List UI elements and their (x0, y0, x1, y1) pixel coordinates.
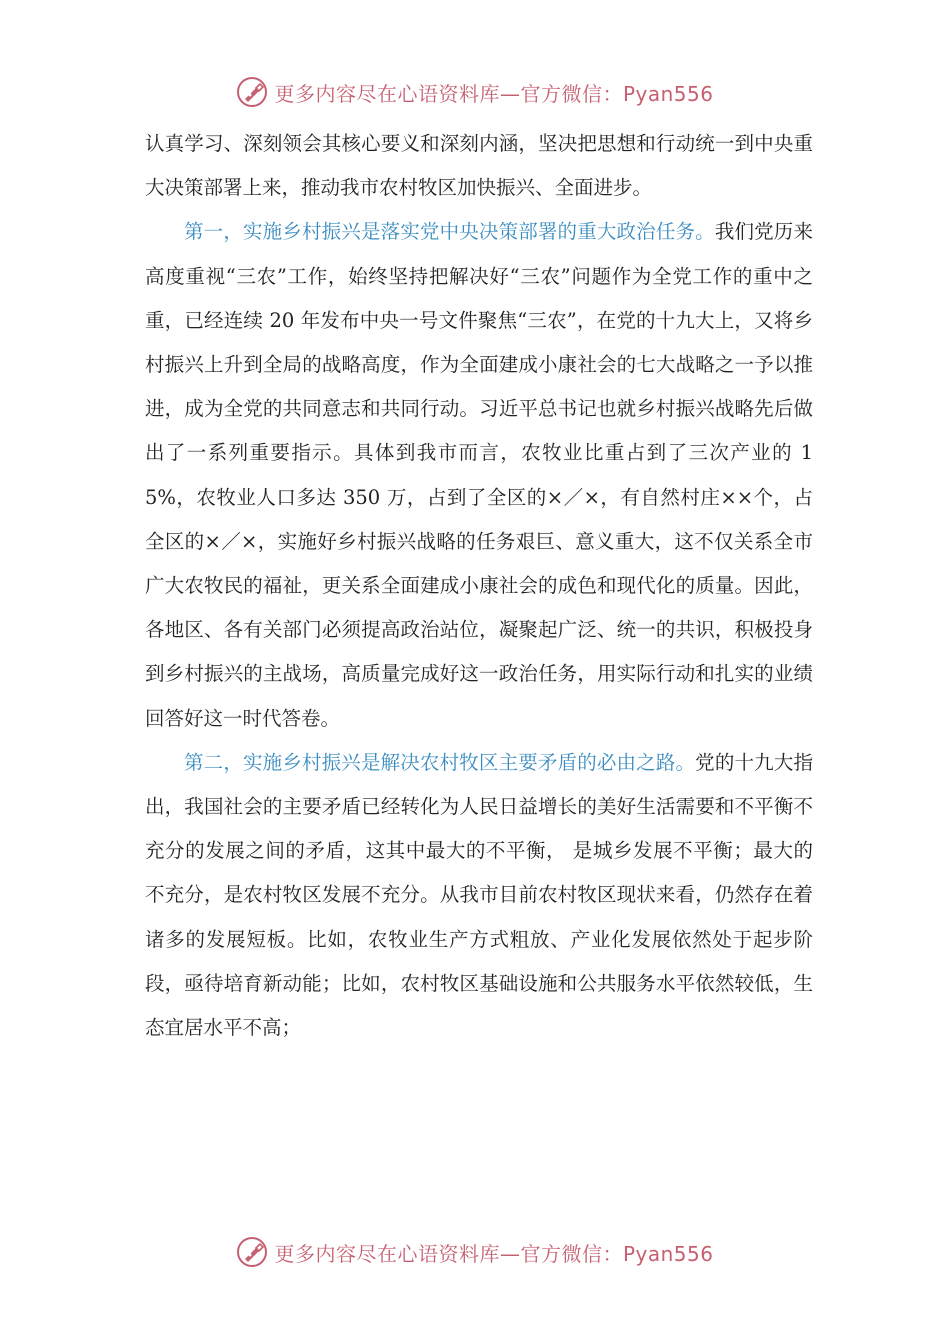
document-body (145, 122, 813, 1050)
first-point-text: 我们党历来高度重视“三农”工作，始终坚持把解决好“三农”问题作为全党工作的重中之重，已经连续 20 年发布中央一号文件聚焦“三农”，在党的十九大上，又将乡村振兴上升到全局的战略高度，作为全面建成小康社会的七大战略之一予以推进，成为全党的共同意志和共同行动。习近平总书记也就乡村振兴战略先后做出了一系列重要指示。具体到我市而言，农牧业比重占到了三次产业的 15%，农牧业人口多达 350 万，占到了全区的×／×，有自然村庄××个，占全区的×／×，实施好乡村振兴战略的任务艰巨、意义重大，这不仅关系全市广大农牧民的福祉，更关系全面建成小康社会的成色和现代化的质量。因此，各地区、各有关部门必须提高政治站位，凝聚起广泛、统一的共识，积极投身到乡村振兴的主战场，高质量完成好这一政治任务，用实际行动和扎实的业绩回答好这一时代答卷。 (145, 220, 813, 730)
first-point-heading: 第一，实施乡村振兴是落实党中央决策部署的重大政治任务。 (184, 220, 715, 244)
footer-banner-text: 更多内容尽在心语资料库—官方微信：Pyan556 (274, 1241, 714, 1266)
header-banner (0, 72, 950, 112)
header-banner-text: 更多内容尽在心语资料库—官方微信：Pyan556 (274, 81, 714, 106)
pen-nib-logo-icon (236, 76, 268, 108)
second-point-heading: 第二，实施乡村振兴是解决农村牧区主要矛盾的必由之路。 (184, 750, 696, 774)
pen-nib-logo-icon (236, 1236, 268, 1268)
paragraph-continuation: 认真学习、深刻领会其核心要义和深刻内涵，坚决把思想和行动统一到中央重大决策部署上来，推动我市农村牧区加快振兴、全面进步。 (145, 132, 813, 200)
paragraph-first-point (145, 210, 813, 740)
second-point-text: 党的十九大指出，我国社会的主要矛盾已经转化为人民日益增长的美好生活需要和不平衡不充分的发展之间的矛盾，这其中最大的不平衡， 是城乡发展不平衡；最大的不充分，是农村牧区发展不充分。从我市目前农村牧区现状来看，仍然存在着诸多的发展短板。比如，农牧业生产方式粗放、产业化发展依然处于起步阶段，亟待培育新动能；比如，农村牧区基础设施和公共服务水平依然较低，生态宜居水平不高； (145, 750, 813, 1040)
footer-banner (0, 1232, 950, 1272)
paragraph-second-point (145, 741, 813, 1050)
